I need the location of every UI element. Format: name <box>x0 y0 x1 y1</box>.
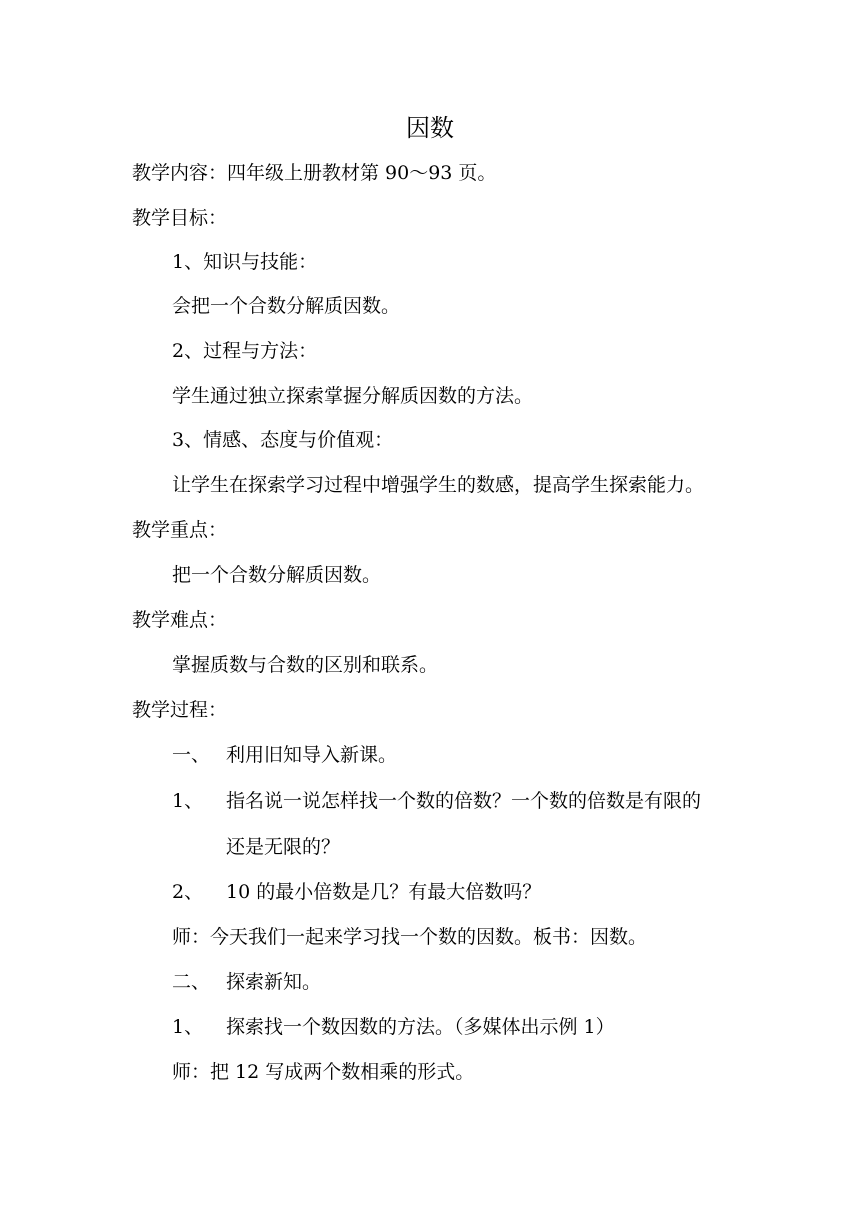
objective-2-heading: 2、过程与方法： <box>172 340 318 362</box>
objective-2-text: 学生通过独立探索掌握分解质因数的方法。 <box>172 385 534 407</box>
objective-3-text: 让学生在探索学习过程中增强学生的数感，提高学生探索能力。 <box>172 474 705 496</box>
part-1-marker: 一、 <box>172 744 211 766</box>
item-2-text: 10 的最小倍数是几？有最大倍数吗？ <box>226 881 542 903</box>
teaching-content-line: 教学内容：四年级上册教材第 90～93 页。 <box>132 162 497 184</box>
item-1-marker: 1、 <box>172 790 204 812</box>
difficulty-text: 掌握质数与合数的区别和联系。 <box>172 654 439 676</box>
document-title: 因数 <box>406 114 454 142</box>
key-point-heading: 教学重点： <box>132 519 228 541</box>
objectives-heading: 教学目标： <box>132 207 228 229</box>
item-1-text-line-1: 指名说一说怎样找一个数的倍数？一个数的倍数是有限的 <box>226 790 702 812</box>
process-heading: 教学过程： <box>132 699 228 721</box>
item-1-text-line-2: 还是无限的？ <box>226 836 341 858</box>
teacher-line-2: 师：把 12 写成两个数相乘的形式。 <box>172 1061 475 1083</box>
key-point-text: 把一个合数分解质因数。 <box>172 564 382 586</box>
objective-1-text: 会把一个合数分解质因数。 <box>172 295 401 317</box>
difficulty-heading: 教学难点： <box>132 609 228 631</box>
part-2-text: 探索新知。 <box>226 971 322 993</box>
objective-1-heading: 1、知识与技能： <box>172 251 318 273</box>
item-3-text: 探索找一个数因数的方法。（多媒体出示例 1） <box>226 1016 615 1038</box>
objective-3-heading: 3、情感、态度与价值观： <box>172 429 394 451</box>
part-2-marker: 二、 <box>172 971 211 993</box>
item-2-marker: 2、 <box>172 881 204 903</box>
teacher-line-1: 师：今天我们一起来学习找一个数的因数。板书：因数。 <box>172 926 648 948</box>
item-3-marker: 1、 <box>172 1016 204 1038</box>
part-1-text: 利用旧知导入新课。 <box>226 744 398 766</box>
